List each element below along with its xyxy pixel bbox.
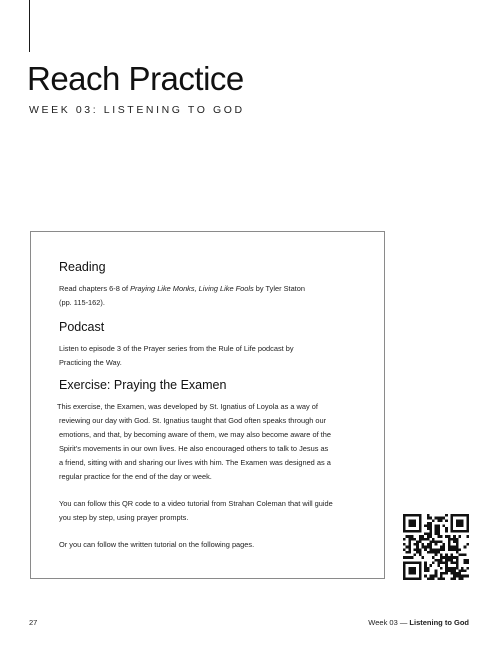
reading-suffix: by Tyler Staton bbox=[253, 284, 305, 293]
footer-week: Week 03 — bbox=[368, 618, 410, 627]
exercise-line: emotions, and that, by becoming aware of them, we may also become aware of the bbox=[59, 430, 331, 439]
qr-code-icon[interactable] bbox=[403, 514, 469, 580]
exercise-line: regular practice for the end of the day or week. bbox=[59, 472, 212, 481]
book-title: Praying Like Monks, Living Like Fools bbox=[130, 284, 254, 293]
page-number: 27 bbox=[29, 618, 38, 627]
exercise-line: Or you can follow the written tutorial on the following pages. bbox=[59, 540, 255, 549]
podcast-heading: Podcast bbox=[59, 320, 105, 334]
page-title: Reach Practice bbox=[27, 60, 244, 97]
footer-section: Listening to God bbox=[409, 618, 469, 627]
exercise-line: Spirit's movements in our own lives. He also encouraged others to talk to Jesus as bbox=[59, 444, 329, 453]
exercise-line: a friend, sitting with and sharing our lives with him. The Examen was designed as a bbox=[59, 458, 331, 467]
podcast-line: Listen to episode 3 of the Prayer series from the Rule of Life podcast by bbox=[59, 344, 294, 353]
exercise-line: You can follow this QR code to a video tutorial from Strahan Coleman that will guide bbox=[59, 499, 333, 508]
exercise-line: you step by step, using prayer prompts. bbox=[59, 513, 189, 522]
podcast-section bbox=[59, 320, 359, 370]
content-box bbox=[30, 231, 385, 579]
top-rule bbox=[29, 0, 30, 52]
exercise-paragraph-1 bbox=[57, 400, 379, 484]
podcast-line: Practicing the Way. bbox=[59, 358, 122, 367]
page-subtitle: WEEK 03: LISTENING TO GOD bbox=[29, 104, 245, 116]
reading-line-2: (pp. 115-162). bbox=[59, 298, 105, 307]
exercise-line: reviewing our day with God. St. Ignatius taught that God often speaks through our bbox=[59, 416, 327, 425]
exercise-paragraph-3 bbox=[59, 538, 379, 552]
exercise-section bbox=[59, 378, 379, 552]
exercise-paragraph-2 bbox=[59, 497, 379, 525]
footer-running-title bbox=[368, 618, 469, 627]
reading-prefix: Read chapters 6-8 of bbox=[59, 284, 131, 293]
reading-line-1 bbox=[59, 282, 359, 296]
reading-heading: Reading bbox=[59, 260, 106, 274]
reading-section bbox=[59, 260, 359, 310]
exercise-heading: Exercise: Praying the Examen bbox=[59, 378, 227, 392]
exercise-line: This exercise, the Examen, was developed by St. Ignatius of Loyola as a way of bbox=[57, 402, 318, 411]
